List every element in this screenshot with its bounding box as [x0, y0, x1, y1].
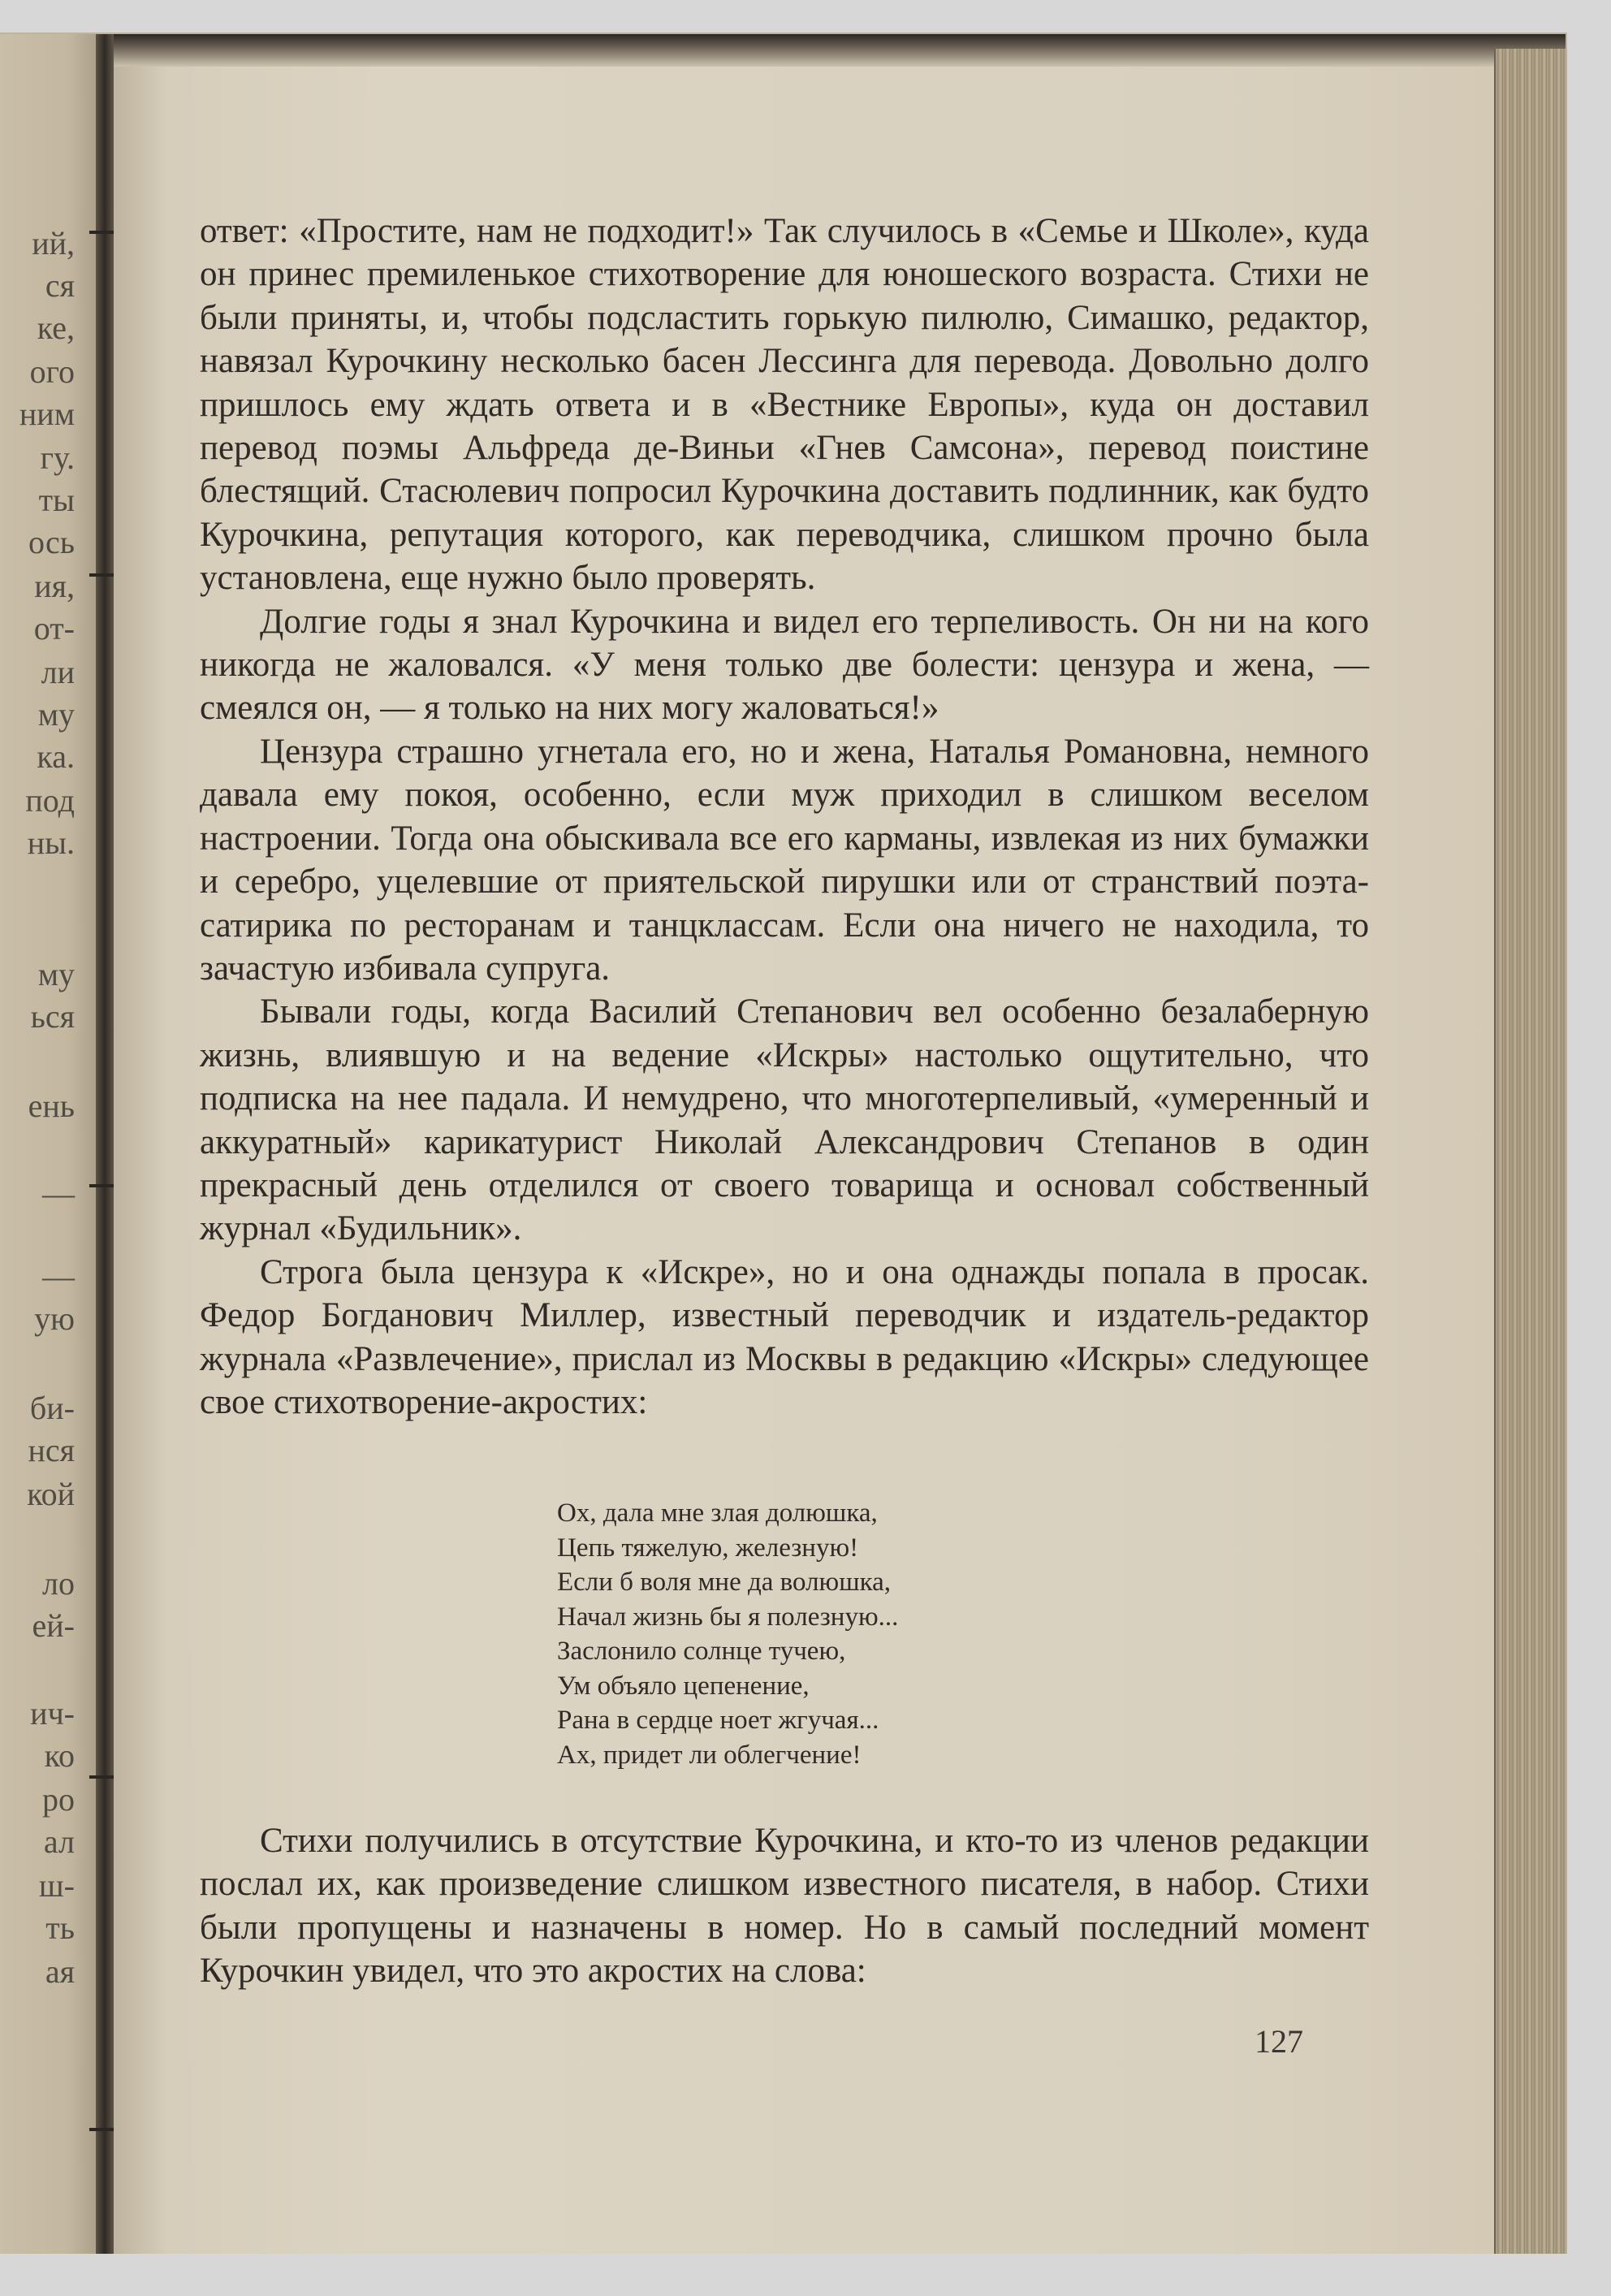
left-page-fragment: ли: [41, 654, 75, 690]
left-page-fragment: ш-: [38, 1867, 75, 1904]
left-page-fragment: ним: [19, 396, 75, 432]
paragraph: Цензура страшно угнетала его, но и жена, Наталья Романовна, немного давала ему покоя, особенно, если муж приходил в слишком веселом настроении. Тогда она обыскивала все его карманы, извлекая из них бумажки и серебро, уцелевшие от приятельской пирушки или от странствий поэта-сатирика по ресторанам и танцклассам. Если она ничего не находила, то зачастую избивала супруга.: [200, 732, 1369, 988]
closing-text: [200, 1819, 1369, 1993]
left-page-fragment: ке,: [37, 309, 75, 346]
left-page-fragment: ень: [28, 1087, 75, 1124]
left-page-fragment: ия,: [34, 568, 75, 604]
paragraph: Строга была цензура к «Искре», но и она однажды попала в просак. Федор Богданович Миллер, известный переводчик и издатель-редактор журнала «Развлечение», прислал из Москвы в редакцию «Искры» следующее свое стихотворение-акростих:: [200, 1252, 1369, 1421]
poem-line: Если б воля мне да волюшка,: [557, 1567, 892, 1597]
left-page-fragment: ся: [45, 267, 75, 304]
left-page-fragment: ую: [34, 1300, 75, 1337]
paragraph: Бывали годы, когда Василий Степанович вел особенно безалаберную жизнь, влиявшую и на ведение «Искры» настолько ощутительно, что подписка на нее падала. И немудрено, что многотерпеливый, «умеренный и аккуратный» карикатурист Николай Александрович Степанов в один прекрасный день отделился от своего товарища и основал собственный журнал «Будильник».: [200, 992, 1369, 1248]
page-top-shadow: [114, 34, 1566, 67]
scan-margin: [0, 2254, 1611, 2296]
acrostic-poem: [557, 1496, 1125, 1772]
left-page-fragment: му: [37, 956, 75, 992]
left-page-fragment: ось: [28, 524, 75, 560]
left-page-fragment: ко: [44, 1737, 75, 1774]
left-page-fragment: ро: [42, 1781, 75, 1818]
left-page-fragment: под: [25, 782, 75, 819]
poem-line: Ох, дала мне злая долюшка,: [557, 1498, 878, 1528]
paragraph: Долгие годы я знал Курочкина и видел его терпеливость. Он ни на кого никогда не жаловался. «У меня только две болести: цензура и жена, — смеялся он, — я только на них могу жаловаться!»: [200, 602, 1369, 728]
poem-line: Ах, придет ли облегчение!: [557, 1740, 862, 1770]
left-page-fragment: ого: [29, 353, 75, 390]
left-page-fragment: ей-: [32, 1607, 75, 1644]
left-page-fragment: ься: [30, 998, 75, 1035]
left-page-fragment: кой: [27, 1476, 75, 1512]
left-page-fragment: ны.: [27, 824, 75, 861]
left-page-fragment: нся: [28, 1432, 75, 1468]
left-page-fragment: му: [37, 696, 75, 733]
page-fore-edge: [1494, 49, 1567, 2254]
left-page-fragment: ло: [42, 1565, 75, 1602]
left-page-fragment: ич-: [30, 1695, 75, 1732]
left-page-fragment: ты: [38, 482, 75, 518]
left-page-fragment: —: [42, 1258, 75, 1295]
left-page-fragment: ть: [45, 1909, 75, 1946]
poem-line: Заслонило солнце тучею,: [557, 1637, 846, 1666]
book-gutter: [96, 34, 114, 2254]
paragraph: ответ: «Простите, нам не подходит!» Так случилось в «Семье и Школе», куда он принес премиленькое стихотворение для юношеского возраста. Стихи не были приняты, и, чтобы подсластить горькую пилюлю, Симашко, редактор, навязал Курочкину несколько басен Лессинга для перевода. Довольно долго пришлось ему ждать ответа и в «Вестнике Европы», куда он доставил перевод поэмы Альфреда де-Виньи «Гнев Самсона», перевод поистине блестящий. Стасюлевич попросил Курочкина доставить подлинник, как будто Курочкина, репутация которого, как переводчика, слишком прочно была установлена, еще нужно было проверять.: [200, 212, 1369, 598]
left-page-fragment: ал: [43, 1823, 75, 1860]
paragraph: Стихи получились в отсутствие Курочкина, и кто-то из членов редакции послал их, как произведение слишком известного писателя, в набор. Стихи были пропущены и назначены в номер. Но в самый последний момент Курочкин увидел, что это акростих на слова:: [200, 1822, 1369, 1991]
left-page-fragment: —: [42, 1175, 75, 1212]
left-page-fragment: ий,: [32, 225, 75, 262]
poem-line: Начал жизнь бы я полезную...: [557, 1602, 899, 1632]
left-page-fragment: гу.: [40, 439, 75, 476]
page-number: 127: [1255, 2023, 1303, 2060]
left-page-fragment: ка.: [37, 738, 75, 775]
left-page-fragment: ая: [45, 1953, 75, 1990]
poem-line: Рана в сердце ноет жгучая...: [557, 1706, 879, 1735]
left-page-fragment: би-: [29, 1390, 75, 1426]
poem-line: Ум объяло цепенение,: [557, 1671, 810, 1701]
body-text: [200, 210, 1369, 1424]
poem-line: Цепь тяжелую, железную!: [557, 1533, 859, 1563]
left-page-fragment: от-: [33, 610, 75, 646]
